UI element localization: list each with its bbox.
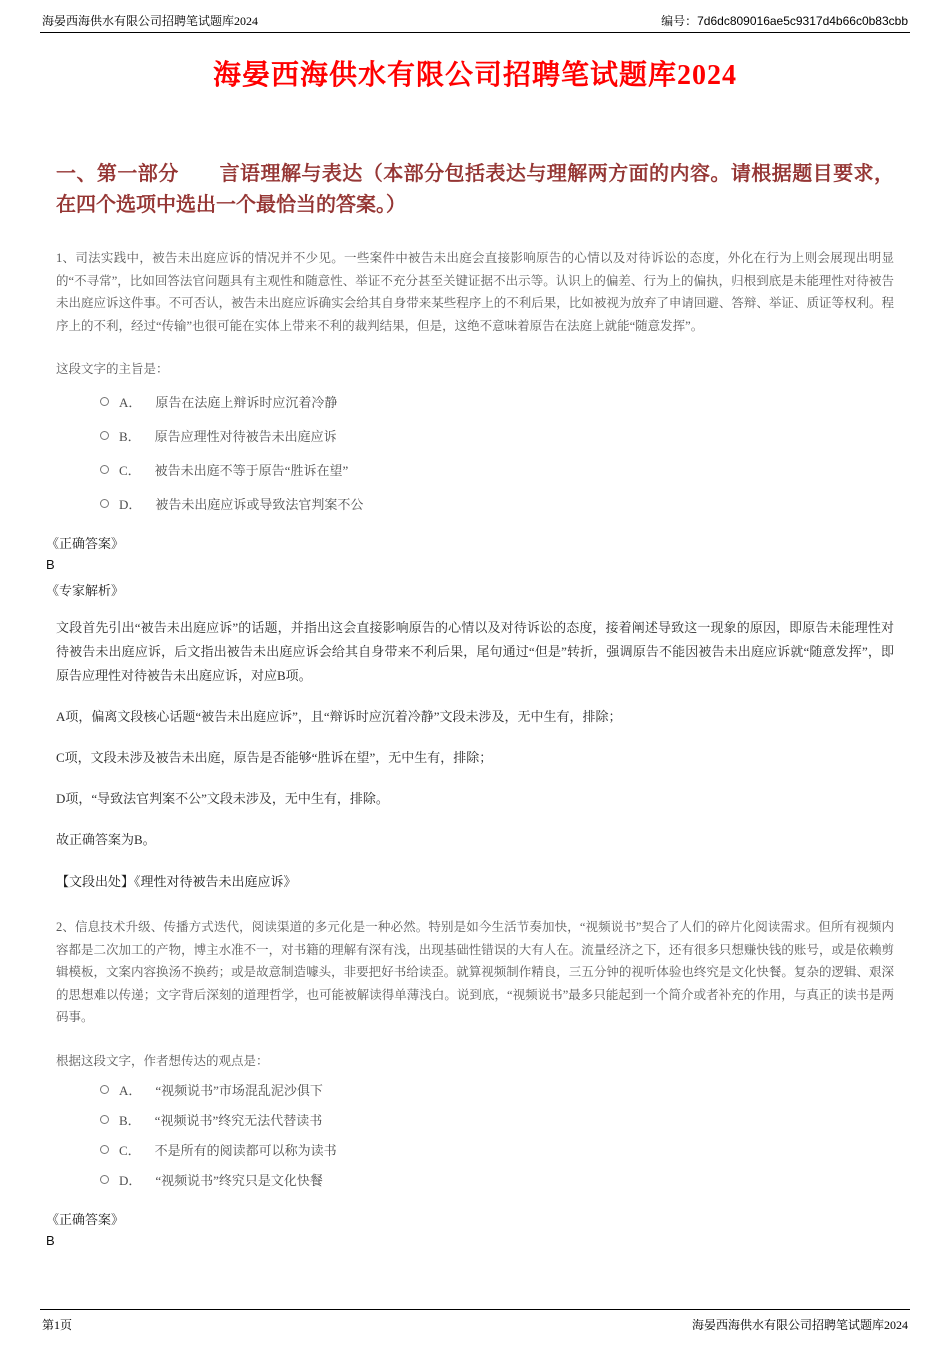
- answer-value: B: [46, 557, 55, 572]
- option-label: A．: [119, 1082, 142, 1098]
- analysis-paragraph: D项，“导致法官判案不公”文段未涉及，无中生有，排除。: [56, 791, 389, 807]
- option-label: B．: [119, 1112, 141, 1128]
- option-text: 被告未出庭应诉或导致法官判案不公: [155, 497, 364, 512]
- option-text: 原告在法庭上辩诉时应沉着冷静: [155, 395, 338, 410]
- header-divider: [40, 32, 910, 33]
- question-1-prompt: 这段文字的主旨是：: [56, 362, 169, 376]
- page-number: 第1页: [42, 1318, 73, 1332]
- question-2-options: [56, 1080, 894, 1189]
- analysis-paragraph: A项，偏离文段核心话题“被告未出庭应诉”，且“辩诉时应沉着冷静”文段未涉及，无中生有，排除；: [56, 709, 622, 725]
- question-2-stem: 2、信息技术升级、传播方式迭代，阅读渠道的多元化是一种必然。特别是如今生活节奏加快，“视频说书”契合了人们的碎片化阅读需求。但所有视频内容都是二次加工的产物，博主水准不一，对书籍的理解有深有浅，出现基础性错误的大有人在。流量经济之下，还有很多只想赚快钱的账号，或是依赖剪辑模板，文案内容换汤不换药；或是故意制造噱头，非要把好书给读歪。就算视频制作精良，三五分钟的视听体验也终究是文化快餐。复杂的逻辑、艰深的思想难以传递；文字背后深刻的道理哲学，也可能被解读得单薄浅白。说到底，“视频说书”最多只能起到一个简介或者补充的作用，与真正的读书是两码事。: [56, 920, 894, 1025]
- option-text: 不是所有的阅读都可以称为读书: [154, 1142, 337, 1158]
- option-b[interactable]: [100, 426, 894, 445]
- option-label: B．: [119, 429, 141, 444]
- analysis-paragraph: C项，文段未涉及被告未出庭，原告是否能够“胜诉在望”，无中生有，排除；: [56, 750, 493, 766]
- option-label: A．: [119, 395, 142, 410]
- document-title: 海晏西海供水有限公司招聘笔试题库2024: [212, 60, 737, 91]
- header-title: 海晏西海供水有限公司招聘笔试题库2024: [42, 14, 259, 28]
- option-d[interactable]: [100, 494, 894, 513]
- option-b[interactable]: [100, 1110, 894, 1129]
- source-reference: 【文段出处】《理性对待被告未出庭应诉》: [56, 874, 297, 890]
- page-header: [40, 12, 910, 29]
- option-text: “视频说书”市场混乱泥沙俱下: [155, 1082, 323, 1098]
- option-text: 被告未出庭不等于原告“胜诉在望”: [154, 463, 349, 478]
- radio-icon[interactable]: [100, 1115, 109, 1124]
- header-doc-number: 编号：7d6dc809016ae5c9317d4b66c0b83cbb: [661, 14, 908, 28]
- option-c[interactable]: [100, 460, 894, 479]
- footer-title: 海晏西海供水有限公司招聘笔试题库2024: [691, 1318, 908, 1332]
- option-d[interactable]: [100, 1170, 894, 1189]
- radio-icon[interactable]: [100, 465, 109, 474]
- radio-icon[interactable]: [100, 499, 109, 508]
- question-1-options: [56, 392, 894, 513]
- answer-heading: 《正确答案》: [46, 536, 125, 551]
- radio-icon[interactable]: [100, 1085, 109, 1094]
- document-body: [40, 159, 910, 1248]
- radio-icon[interactable]: [100, 431, 109, 440]
- radio-icon[interactable]: [100, 397, 109, 406]
- option-label: C．: [119, 463, 141, 478]
- analysis-paragraph: 文段首先引出“被告未出庭应诉”的话题，并指出这会直接影响原告的心情以及对待诉讼的态度，接着阐述导致这一现象的原因，即原告未能理性对待被告未出庭应诉，后文指出被告未出庭应诉会给其自身带来不利后果，尾句通过“但是”转折，强调原告不能因被告未出庭应诉就“随意发挥”，即原告应理性对待被告未出庭应诉，对应B项。: [56, 620, 894, 684]
- radio-icon[interactable]: [100, 1175, 109, 1184]
- option-label: D．: [119, 1172, 142, 1188]
- question-2: [46, 916, 894, 1248]
- analysis-conclusion: 故正确答案为B。: [56, 832, 156, 848]
- option-c[interactable]: [100, 1140, 894, 1159]
- option-text: “视频说书”终究只是文化快餐: [155, 1172, 323, 1188]
- option-a[interactable]: [100, 1080, 894, 1099]
- radio-icon[interactable]: [100, 1145, 109, 1154]
- answer-value: B: [46, 1232, 55, 1248]
- option-label: C．: [119, 1142, 141, 1158]
- answer-heading: 《正确答案》: [46, 1211, 125, 1227]
- option-text: 原告应理性对待被告未出庭应诉: [154, 429, 337, 444]
- question-1-stem: 1、司法实践中，被告未出庭应诉的情况并不少见。一些案件中被告未出庭会直接影响原告的心情以及对待诉讼的态度，外化在行为上则会展现出明显的“不寻常”，比如回答法官问题具有主观性和随意性、举证不充分甚至关键证据不出示等。认识上的偏差、行为上的偏执，归根到底是未能理性对待被告未出庭应诉这件事。不可否认，被告未出庭应诉确实会给其自身带来某些程序上的不利后果，比如被视为放弃了申请回避、答辩、举证、质证等权利。程序上的不利，经过“传输”也很可能在实体上带来不利的裁判结果，但是，这绝不意味着原告在法庭上就能“随意发挥”。: [56, 251, 894, 333]
- analysis-heading: 《专家解析》: [46, 583, 125, 598]
- section-heading: 一、第一部分 言语理解与表达（本部分包括表达与理解两方面的内容。请根据题目要求，在四个选项中选出一个最恰当的答案。）: [56, 163, 894, 216]
- question-1: [46, 247, 894, 890]
- question-2-prompt: 根据这段文字，作者想传达的观点是：: [56, 1053, 269, 1068]
- option-a[interactable]: [100, 392, 894, 411]
- option-text: “视频说书”终究无法代替读书: [154, 1112, 323, 1128]
- page-footer: [40, 1309, 910, 1333]
- option-label: D．: [119, 497, 142, 512]
